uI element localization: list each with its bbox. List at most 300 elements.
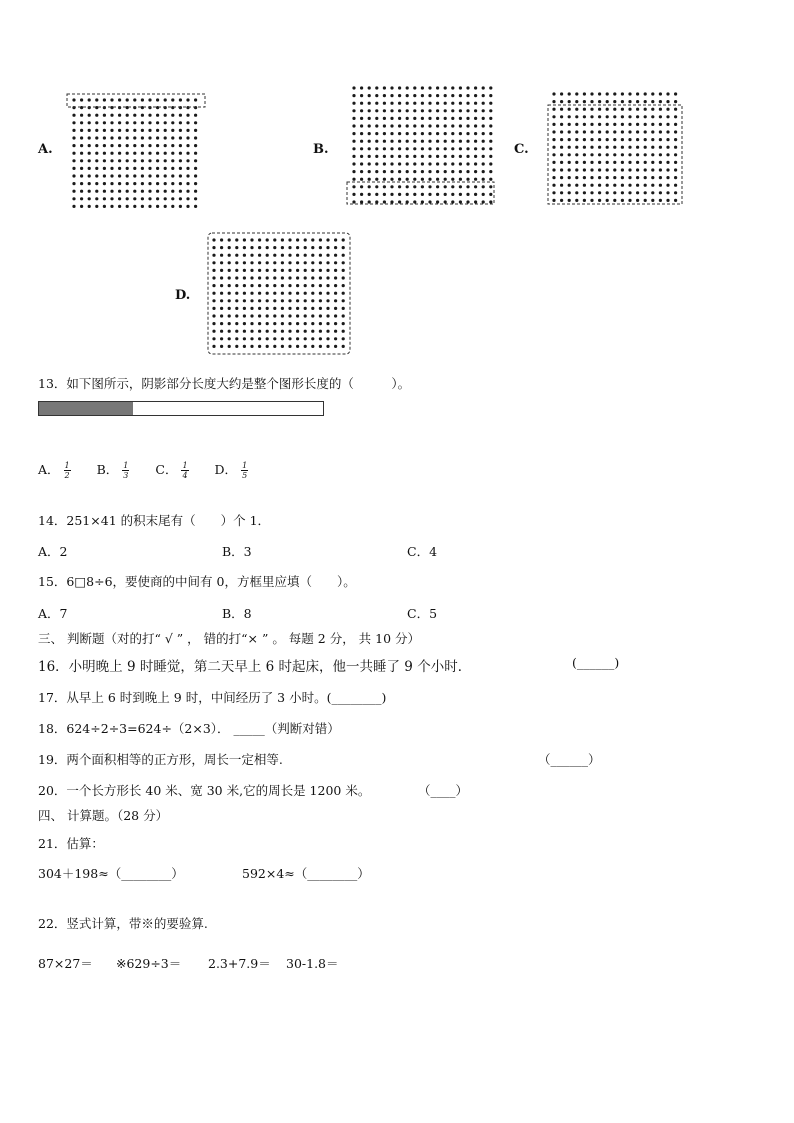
grid-dot — [375, 185, 378, 188]
grid-dot — [489, 155, 492, 158]
q19-answer-blank[interactable]: （______） — [538, 752, 601, 767]
grid-dot — [133, 136, 136, 139]
grid-dot — [459, 162, 462, 165]
grid-dot — [243, 292, 246, 295]
grid-dot — [72, 182, 75, 185]
grid-dot — [644, 138, 647, 141]
grid-dot — [413, 86, 416, 89]
grid-dot — [613, 191, 616, 194]
option-b-label: B. — [313, 142, 329, 157]
grid-dot — [444, 102, 447, 105]
grid-dot — [659, 176, 662, 179]
grid-dot — [228, 337, 231, 340]
q14-option-a[interactable]: A．2 — [38, 544, 68, 559]
grid-dot — [621, 184, 624, 187]
grid-dot — [428, 102, 431, 105]
grid-dot — [235, 246, 238, 249]
grid-dot — [466, 117, 469, 120]
grid-dot — [568, 168, 571, 171]
grid-dot — [243, 345, 246, 348]
grid-dot — [326, 345, 329, 348]
grid-dot — [666, 176, 669, 179]
grid-dot — [644, 168, 647, 171]
q21-item-1[interactable]: 304＋198≈（________） — [38, 866, 184, 881]
q15-option-b[interactable]: B．8 — [222, 606, 252, 621]
grid-dot — [474, 155, 477, 158]
grid-dot — [103, 121, 106, 124]
denominator: 2 — [64, 471, 70, 480]
grid-dot — [360, 162, 363, 165]
grid-dot — [250, 307, 253, 310]
grid-dot — [288, 269, 291, 272]
q13-option-d[interactable] — [214, 461, 249, 480]
grid-dot — [575, 168, 578, 171]
grid-dot — [304, 246, 307, 249]
grid-dot — [368, 162, 371, 165]
grid-dot — [273, 307, 276, 310]
grid-dot — [212, 307, 215, 310]
grid-dot — [126, 167, 129, 170]
grid-dot — [281, 246, 284, 249]
grid-dot — [171, 205, 174, 208]
section-3-heading: 三、 判断题（对的打“ √ ” ， 错的打“× ” 。 每题 2 分， 共 10 分） — [38, 631, 421, 646]
grid-dot — [235, 337, 238, 340]
grid-dot — [311, 261, 314, 264]
grid-dot — [644, 123, 647, 126]
grid-dot — [428, 178, 431, 181]
grid-dot — [288, 307, 291, 310]
grid-dot — [296, 269, 299, 272]
grid-dot — [95, 136, 98, 139]
grid-dot — [606, 161, 609, 164]
grid-dot — [575, 191, 578, 194]
grid-dot — [659, 108, 662, 111]
grid-dot — [273, 322, 276, 325]
grid-dot — [621, 153, 624, 156]
grid-dot — [489, 140, 492, 143]
grid-dot — [575, 108, 578, 111]
grid-dot — [319, 330, 322, 333]
grid-dot — [674, 138, 677, 141]
grid-dot — [186, 152, 189, 155]
grid-dot — [613, 199, 616, 202]
grid-dot — [598, 184, 601, 187]
grid-dot — [459, 102, 462, 105]
q20-stem: 20．一个长方形长 40 米、宽 30 米,它的周长是 1200 米。 — [38, 783, 371, 798]
grid-dot — [171, 136, 174, 139]
grid-dot — [406, 86, 409, 89]
grid-dot — [296, 254, 299, 257]
grid-dot — [474, 132, 477, 135]
grid-dot — [636, 176, 639, 179]
grid-dot — [296, 276, 299, 279]
grid-dot — [398, 170, 401, 173]
grid-dot — [459, 124, 462, 127]
grid-dot — [311, 330, 314, 333]
grid-dot — [243, 330, 246, 333]
grid-dot — [334, 284, 337, 287]
grid-dot — [171, 159, 174, 162]
grid-dot — [575, 123, 578, 126]
grid-dot — [428, 94, 431, 97]
grid-dot — [436, 185, 439, 188]
grid-dot — [489, 124, 492, 127]
grid-dot — [243, 337, 246, 340]
grid-dot — [560, 161, 563, 164]
q13-option-b[interactable] — [96, 461, 130, 480]
grid-dot — [459, 132, 462, 135]
grid-dot — [421, 200, 424, 203]
grid-dot — [220, 261, 223, 264]
grid-dot — [428, 193, 431, 196]
grid-dot — [103, 106, 106, 109]
grid-dot — [133, 159, 136, 162]
grid-dot — [148, 167, 151, 170]
grid-dot — [444, 200, 447, 203]
grid-dot — [266, 299, 269, 302]
grid-dot — [644, 184, 647, 187]
grid-dot — [674, 199, 677, 202]
grid-dot — [466, 162, 469, 165]
grid-dot — [666, 146, 669, 149]
grid-dot — [636, 168, 639, 171]
grid-dot — [606, 130, 609, 133]
grid-dot — [95, 174, 98, 177]
grid-dot — [88, 129, 91, 132]
q20-answer-blank[interactable]: （____） — [418, 783, 469, 798]
grid-dot — [304, 299, 307, 302]
grid-dot — [444, 147, 447, 150]
grid-dot — [459, 86, 462, 89]
grid-dot — [326, 314, 329, 317]
grid-dot — [266, 254, 269, 257]
grid-dot — [628, 138, 631, 141]
grid-dot — [613, 184, 616, 187]
grid-dot — [575, 92, 578, 95]
grid-dot — [220, 276, 223, 279]
grid-dot — [398, 162, 401, 165]
grid-dot — [590, 184, 593, 187]
dot-grid-d — [212, 238, 344, 348]
grid-dot — [72, 190, 75, 193]
grid-dot — [413, 117, 416, 120]
grid-dot — [398, 94, 401, 97]
grid-dot — [560, 199, 563, 202]
grid-dot — [304, 337, 307, 340]
grid-dot — [444, 162, 447, 165]
grid-dot — [212, 314, 215, 317]
grid-dot — [368, 109, 371, 112]
grid-dot — [171, 167, 174, 170]
grid-dot — [413, 140, 416, 143]
grid-dot — [606, 146, 609, 149]
grid-dot — [110, 205, 113, 208]
grid-dot — [466, 124, 469, 127]
grid-dot — [674, 161, 677, 164]
grid-dot — [651, 161, 654, 164]
grid-dot — [613, 115, 616, 118]
grid-dot — [368, 200, 371, 203]
grid-dot — [304, 292, 307, 295]
grid-dot — [194, 190, 197, 193]
grid-dot — [451, 94, 454, 97]
grid-dot — [413, 193, 416, 196]
numerator: 1 — [242, 461, 248, 470]
q13-option-a[interactable] — [38, 461, 71, 480]
option-d-figure — [203, 229, 355, 359]
grid-dot — [552, 115, 555, 118]
grid-dot — [141, 167, 144, 170]
grid-dot — [110, 98, 113, 101]
grid-dot — [220, 337, 223, 340]
grid-dot — [428, 124, 431, 127]
grid-dot — [304, 238, 307, 241]
grid-dot — [88, 114, 91, 117]
grid-dot — [288, 345, 291, 348]
grid-dot — [88, 144, 91, 147]
grid-dot — [421, 94, 424, 97]
grid-dot — [606, 138, 609, 141]
grid-dot — [421, 162, 424, 165]
grid-dot — [118, 159, 121, 162]
grid-dot — [250, 337, 253, 340]
grid-dot — [311, 246, 314, 249]
grid-dot — [186, 190, 189, 193]
grid-dot — [613, 153, 616, 156]
grid-dot — [288, 246, 291, 249]
grid-dot — [311, 299, 314, 302]
grid-dot — [273, 314, 276, 317]
grid-dot — [375, 124, 378, 127]
grid-dot — [375, 109, 378, 112]
grid-dot — [636, 146, 639, 149]
grid-dot — [342, 284, 345, 287]
grid-dot — [583, 100, 586, 103]
grid-dot — [474, 162, 477, 165]
grid-dot — [489, 178, 492, 181]
grid-dot — [334, 299, 337, 302]
grid-dot — [88, 106, 91, 109]
grid-dot — [126, 129, 129, 132]
grid-dot — [644, 199, 647, 202]
grid-dot — [235, 292, 238, 295]
grid-dot — [606, 199, 609, 202]
grid-dot — [466, 102, 469, 105]
grid-dot — [421, 124, 424, 127]
grid-dot — [489, 94, 492, 97]
grid-dot — [636, 108, 639, 111]
grid-dot — [398, 147, 401, 150]
grid-dot — [342, 345, 345, 348]
q15-option-c[interactable]: C．5 — [407, 606, 438, 621]
grid-dot — [220, 314, 223, 317]
grid-dot — [568, 161, 571, 164]
grid-dot — [651, 146, 654, 149]
grid-dot — [243, 254, 246, 257]
grid-dot — [474, 140, 477, 143]
q21-stem: 21．估算： — [38, 836, 104, 851]
grid-dot — [110, 152, 113, 155]
grid-dot — [296, 345, 299, 348]
grid-dot — [489, 117, 492, 120]
q14-option-b[interactable]: B．3 — [222, 544, 252, 559]
grid-dot — [451, 193, 454, 196]
grid-dot — [575, 115, 578, 118]
grid-dot — [220, 292, 223, 295]
grid-dot — [319, 314, 322, 317]
grid-dot — [164, 106, 167, 109]
grid-dot — [474, 86, 477, 89]
grid-dot — [489, 109, 492, 112]
q16-stem: 16．小明晚上 9 时睡觉，第二天早上 6 时起床，他一共睡了 9 个小时． — [38, 659, 472, 675]
grid-dot — [334, 246, 337, 249]
q21-item-2[interactable]: 592×4≈（________） — [242, 866, 370, 881]
grid-dot — [319, 269, 322, 272]
grid-dot — [459, 94, 462, 97]
grid-dot — [186, 114, 189, 117]
q15-option-a[interactable]: A．7 — [38, 606, 68, 621]
grid-dot — [406, 178, 409, 181]
numerator: 1 — [64, 461, 70, 470]
grid-dot — [304, 345, 307, 348]
grid-dot — [613, 146, 616, 149]
grid-dot — [552, 123, 555, 126]
grid-dot — [383, 178, 386, 181]
grid-dot — [436, 86, 439, 89]
grid-dot — [606, 168, 609, 171]
grid-dot — [552, 130, 555, 133]
grid-dot — [628, 153, 631, 156]
grid-dot — [334, 276, 337, 279]
grid-dot — [281, 269, 284, 272]
grid-dot — [186, 144, 189, 147]
grid-dot — [621, 161, 624, 164]
q22-item-4: 30-1.8＝ — [286, 956, 339, 971]
grid-dot — [651, 115, 654, 118]
grid-dot — [273, 254, 276, 257]
grid-dot — [304, 254, 307, 257]
grid-dot — [436, 109, 439, 112]
grid-dot — [258, 314, 261, 317]
grid-dot — [352, 162, 355, 165]
q13-stem: 13．如下图所示，阴影部分长度大约是整个图形长度的（ ）。 — [38, 376, 411, 391]
grid-dot — [390, 94, 393, 97]
grid-dot — [428, 170, 431, 173]
grid-dot — [451, 185, 454, 188]
grid-dot — [141, 152, 144, 155]
grid-dot — [281, 322, 284, 325]
grid-dot — [281, 276, 284, 279]
grid-dot — [583, 168, 586, 171]
grid-dot — [319, 276, 322, 279]
q14-option-c[interactable]: C．4 — [407, 544, 438, 559]
grid-dot — [651, 108, 654, 111]
grid-dot — [326, 299, 329, 302]
grid-dot — [636, 161, 639, 164]
grid-dot — [80, 114, 83, 117]
grid-dot — [636, 191, 639, 194]
grid-dot — [628, 115, 631, 118]
grid-dot — [266, 314, 269, 317]
grid-dot — [636, 153, 639, 156]
grid-dot — [72, 152, 75, 155]
grid-dot — [459, 178, 462, 181]
grid-dot — [552, 146, 555, 149]
grid-dot — [156, 106, 159, 109]
grid-dot — [383, 147, 386, 150]
grid-dot — [398, 155, 401, 158]
grid-dot — [360, 124, 363, 127]
grid-dot — [212, 238, 215, 241]
grid-dot — [644, 161, 647, 164]
grid-dot — [72, 174, 75, 177]
grid-dot — [80, 129, 83, 132]
grid-dot — [220, 307, 223, 310]
grid-dot — [375, 140, 378, 143]
grid-dot — [243, 314, 246, 317]
grid-dot — [171, 197, 174, 200]
grid-dot — [288, 322, 291, 325]
grid-dot — [428, 117, 431, 120]
grid-dot — [164, 114, 167, 117]
grid-dot — [171, 182, 174, 185]
grid-dot — [103, 114, 106, 117]
grid-dot — [482, 178, 485, 181]
grid-dot — [258, 307, 261, 310]
grid-dot — [482, 86, 485, 89]
grid-dot — [383, 132, 386, 135]
grid-dot — [88, 197, 91, 200]
grid-dot — [118, 182, 121, 185]
grid-dot — [390, 185, 393, 188]
grid-dot — [179, 167, 182, 170]
grid-dot — [451, 109, 454, 112]
grid-dot — [406, 102, 409, 105]
grid-dot — [141, 136, 144, 139]
grid-dot — [352, 140, 355, 143]
grid-dot — [342, 254, 345, 257]
grid-dot — [273, 261, 276, 264]
q16-answer-blank[interactable]: (______) — [572, 655, 620, 670]
grid-dot — [179, 190, 182, 193]
grid-dot — [235, 269, 238, 272]
grid-dot — [118, 129, 121, 132]
grid-dot — [421, 170, 424, 173]
grid-dot — [606, 153, 609, 156]
grid-dot — [342, 292, 345, 295]
grid-dot — [228, 238, 231, 241]
grid-dot — [273, 330, 276, 333]
grid-dot — [398, 193, 401, 196]
grid-dot — [258, 299, 261, 302]
grid-dot — [141, 159, 144, 162]
grid-dot — [636, 92, 639, 95]
grid-dot — [228, 246, 231, 249]
grid-dot — [72, 197, 75, 200]
q22-stem: 22．竖式计算，带※的要验算. — [38, 916, 208, 931]
grid-dot — [334, 238, 337, 241]
grid-dot — [659, 123, 662, 126]
grid-dot — [436, 140, 439, 143]
q13-option-c[interactable] — [155, 461, 188, 480]
grid-dot — [250, 345, 253, 348]
grid-dot — [583, 130, 586, 133]
grid-dot — [436, 155, 439, 158]
grid-dot — [186, 136, 189, 139]
grid-dot — [421, 109, 424, 112]
grid-dot — [118, 144, 121, 147]
grid-dot — [651, 191, 654, 194]
